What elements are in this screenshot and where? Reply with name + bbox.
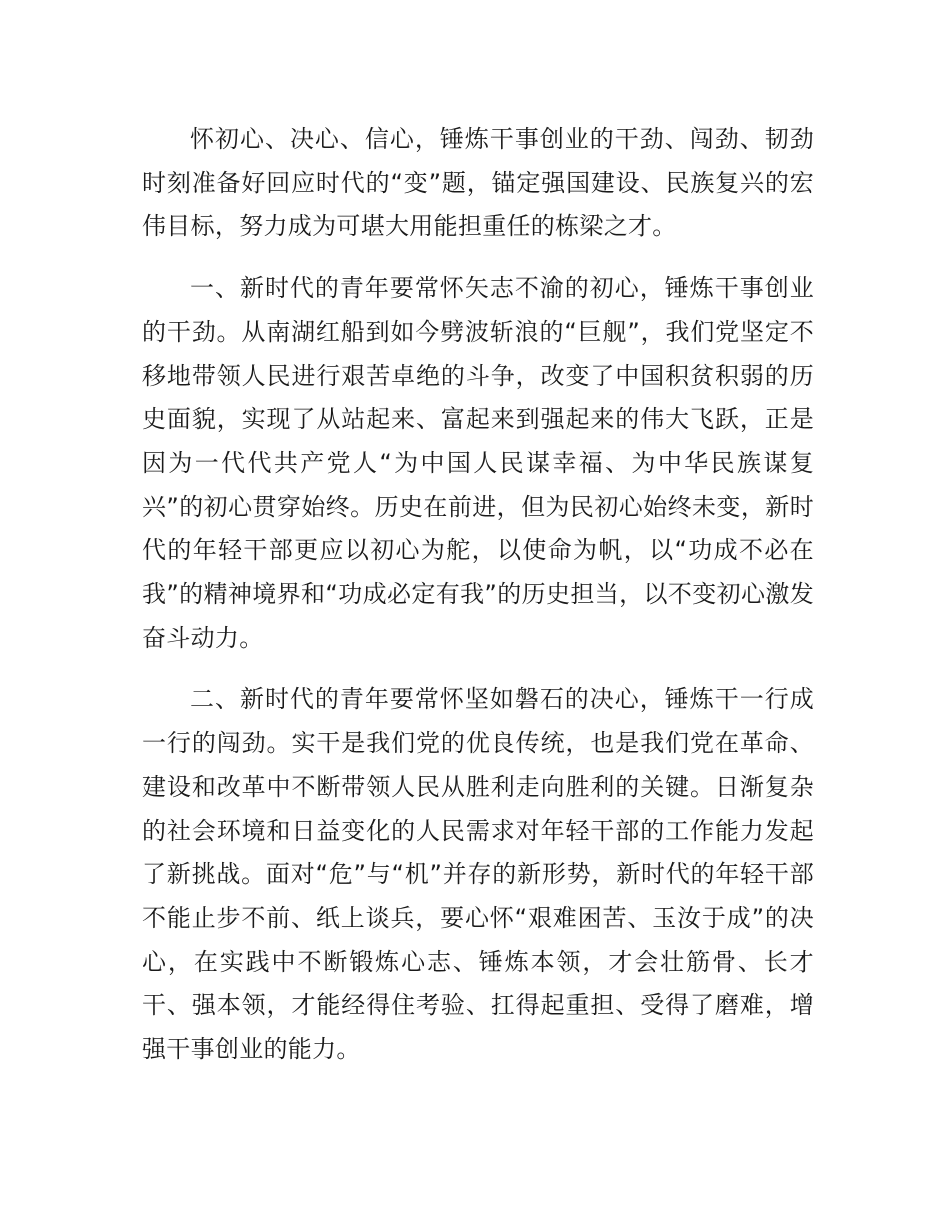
paragraph-intro: 怀初心、决心、信心，锤炼干事创业的干劲、闯劲、韧劲时刻准备好回应时代的“变”题，锚定强国建设、民族复兴的宏伟目标，努力成为可堪大用能担重任的栋梁之才。 xyxy=(142,125,814,241)
paragraph-section-one: 一、新时代的青年要常怀矢志不渝的初心，锤炼干事创业的干劲。从南湖红船到如今劈波斩浪的“巨舰”，我们党坚定不移地带领人民进行艰苦卓绝的斗争，改变了中国积贫积弱的历史面貌，实现了从站起来、富起来到强起来的伟大飞跃，正是因为一代代共产党人“为中国人民谋幸福、为中华民族谋复兴”的初心贯穿始终。历史在前进，但为民初心始终未变，新时代的年轻干部更应以初心为舵，以使命为帆，以“功成不必在我”的精神境界和“功成必定有我”的历史担当，以不变初心激发奋斗动力。 xyxy=(142,274,814,652)
document-body xyxy=(142,118,814,1090)
paragraph-section-two: 二、新时代的青年要常怀坚如磐石的决心，锤炼干一行成一行的闯劲。实干是我们党的优良传统，也是我们党在革命、建设和改革中不断带领人民从胜利走向胜利的关键。日渐复杂的社会环境和日益变化的人民需求对年轻干部的工作能力发起了新挑战。面对“危”与“机”并存的新形势，新时代的年轻干部不能止步不前、纸上谈兵，要心怀“艰难困苦、玉汝于成”的决心，在实践中不断锻炼心志、锤炼本领，才会壮筋骨、长才干、强本领，才能经得住考验、扛得起重担、受得了磨难，增强干事创业的能力。 xyxy=(142,685,814,1064)
